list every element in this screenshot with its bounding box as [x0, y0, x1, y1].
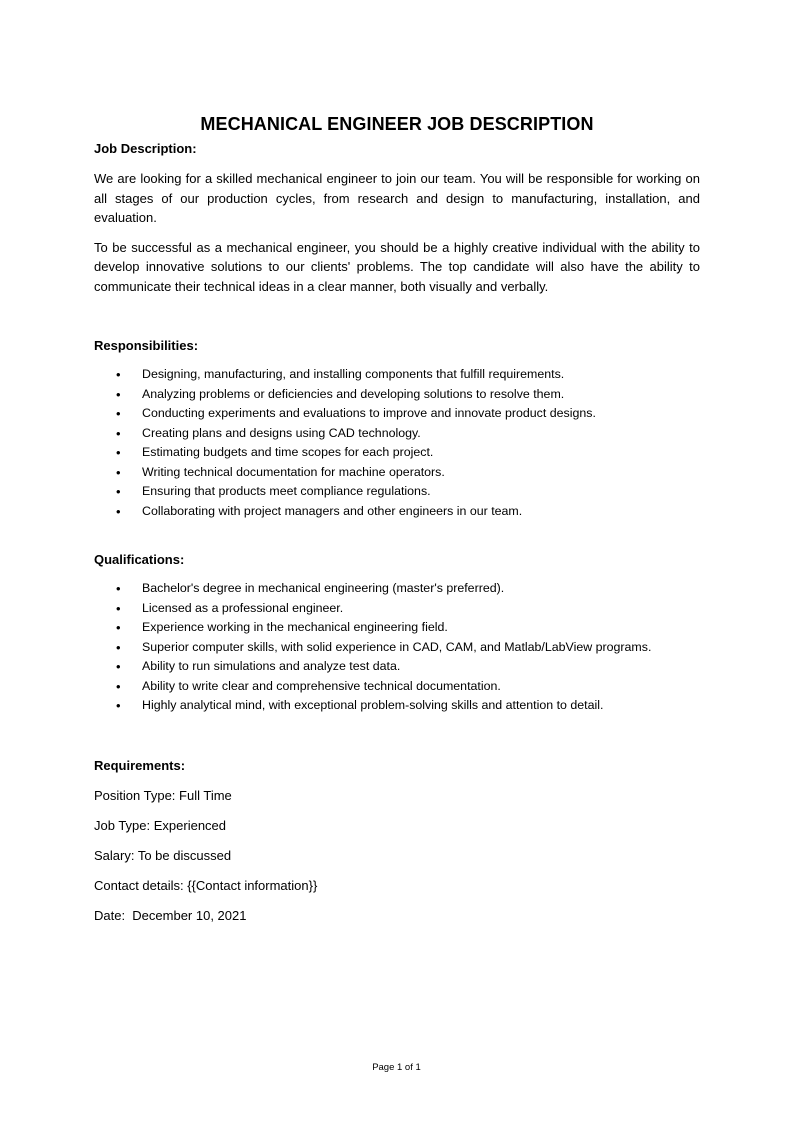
- list-item: [94, 463, 700, 483]
- list-item-text: Superior computer skills, with solid experience in CAD, CAM, and Matlab/LabView programs.: [142, 639, 652, 654]
- list-item: [94, 404, 700, 424]
- list-item-text: Analyzing problems or deficiencies and developing solutions to resolve them.: [142, 386, 565, 401]
- list-item: [94, 443, 700, 463]
- responsibilities-section: [94, 338, 700, 521]
- job-description-heading: Job Description:: [94, 141, 197, 156]
- list-item-text: Experience working in the mechanical engineering field.: [142, 620, 448, 634]
- list-item-text: Ensuring that products meet compliance regulations.: [142, 484, 431, 498]
- bullet-icon: •: [116, 620, 121, 635]
- list-item-text: Writing technical documentation for machine operators.: [142, 464, 445, 479]
- list-item: [94, 677, 700, 697]
- contact-details-line: Contact details: {{Contact information}}: [94, 878, 318, 893]
- requirements-heading: Requirements:: [94, 758, 186, 773]
- bullet-icon: •: [116, 425, 121, 441]
- list-item-text: Highly analytical mind, with exceptional problem-solving skills and attention to detail.: [142, 698, 604, 712]
- bullet-icon: •: [116, 698, 121, 713]
- list-item-text: Licensed as a professional engineer.: [142, 600, 344, 615]
- position-type-line: Position Type: Full Time: [94, 788, 232, 803]
- list-item: [94, 365, 700, 385]
- list-item: [94, 638, 700, 658]
- page-number-footer: Page 1 of 1: [372, 1062, 421, 1073]
- list-item-text: Estimating budgets and time scopes for each project.: [142, 445, 434, 459]
- job-description-paragraph: We are looking for a skilled mechanical engineer to join our team. You will be responsible for working on all stages of our production cycles, from research and design to manufacturing, installation, and evaluation.: [94, 171, 700, 225]
- bullet-icon: •: [116, 600, 121, 616]
- list-item: [94, 424, 700, 444]
- bullet-icon: •: [116, 464, 121, 480]
- qualifications-list: [94, 579, 700, 716]
- list-item-text: Ability to write clear and comprehensive technical documentation.: [142, 678, 501, 693]
- qualifications-section: [94, 552, 700, 716]
- requirements-section: [94, 758, 700, 924]
- qualifications-heading: Qualifications:: [94, 552, 185, 567]
- list-item-text: Creating plans and designs using CAD technology.: [142, 425, 421, 440]
- bullet-icon: •: [116, 406, 121, 421]
- list-item: [94, 482, 700, 502]
- list-item: [94, 385, 700, 405]
- list-item-text: Designing, manufacturing, and installing components that fulfill requirements.: [142, 367, 565, 381]
- bullet-icon: •: [116, 659, 121, 674]
- list-item: [94, 579, 700, 599]
- list-item-text: Ability to run simulations and analyze test data.: [142, 659, 401, 673]
- list-item-text: Conducting experiments and evaluations to improve and innovate product designs.: [142, 406, 596, 420]
- list-item: [94, 502, 700, 522]
- job-description-section: [94, 141, 700, 296]
- bullet-icon: •: [116, 581, 121, 596]
- bullet-icon: •: [116, 484, 121, 499]
- list-item: [94, 618, 700, 638]
- responsibilities-heading: Responsibilities:: [94, 338, 199, 353]
- bullet-icon: •: [116, 639, 121, 655]
- list-item-text: Bachelor's degree in mechanical engineering (master's preferred).: [142, 581, 505, 595]
- date-line: Date: December 10, 2021: [94, 908, 247, 923]
- list-item-text: Collaborating with project managers and other engineers in our team.: [142, 503, 523, 518]
- bullet-icon: •: [116, 445, 121, 460]
- document-title: MECHANICAL ENGINEER JOB DESCRIPTION: [200, 114, 594, 134]
- list-item: [94, 696, 700, 716]
- bullet-icon: •: [116, 503, 121, 519]
- list-item: [94, 599, 700, 619]
- bullet-icon: •: [116, 386, 121, 402]
- bullet-icon: •: [116, 678, 121, 694]
- bullet-icon: •: [116, 367, 121, 382]
- job-type-line: Job Type: Experienced: [94, 818, 227, 833]
- salary-line: Salary: To be discussed: [94, 848, 232, 863]
- responsibilities-list: [94, 365, 700, 521]
- list-item: [94, 657, 700, 677]
- job-description-paragraph: To be successful as a mechanical engineer, you should be a highly creative individual with the ability to develop innovative solutions to our clients' problems. The top candidate will also have the ability to communicate their technical ideas in a clear manner, both visually and verbally.: [94, 239, 700, 294]
